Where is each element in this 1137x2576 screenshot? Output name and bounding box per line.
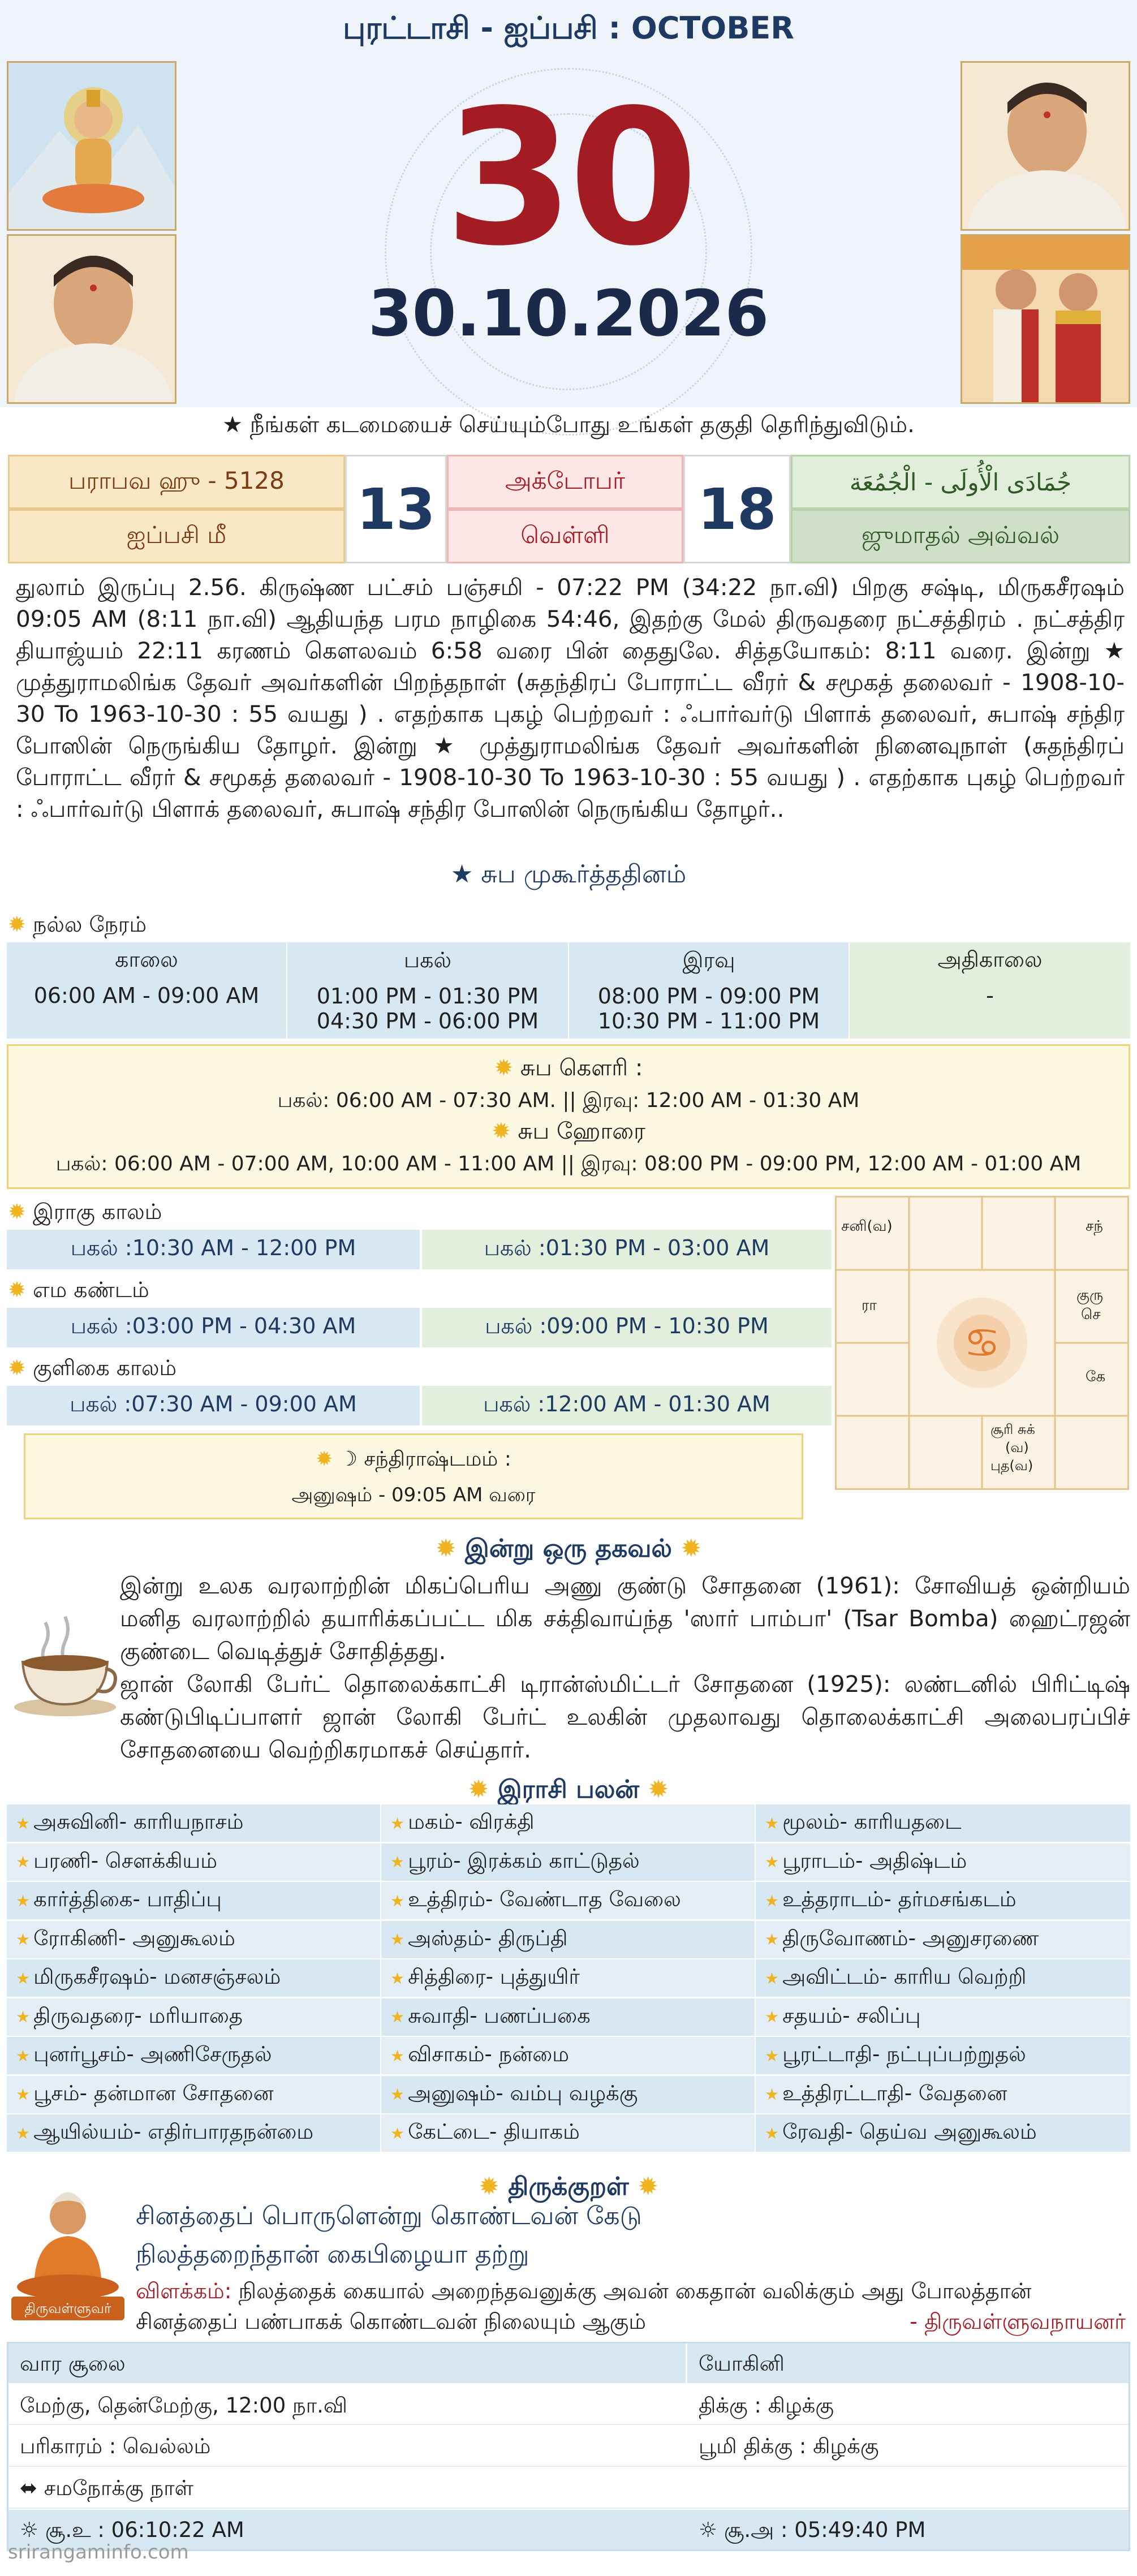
direction-text: மேற்கு, தென்மேற்கு, 12:00 நா.வி	[8, 2385, 687, 2425]
star-icon: ✹	[8, 1277, 26, 1302]
star-icon: ✹	[681, 1534, 702, 1563]
rasi-item	[7, 1921, 380, 1959]
rasi-item	[756, 2114, 1130, 2153]
kural-explanation	[136, 2278, 1031, 2307]
kural-title: திருக்குறள்	[508, 2172, 629, 2201]
subha-muhurtham-heading: ★ சுப முகூர்த்ததினம்	[450, 860, 687, 889]
star-icon: ✹	[8, 1355, 26, 1380]
time-range: 04:30 PM - 06:00 PM	[316, 1009, 539, 1033]
kuligai-time-a: பகல் :07:30 AM - 09:00 AM	[7, 1386, 420, 1425]
kuligai-time-b: பகல் :12:00 AM - 01:30 AM	[422, 1386, 832, 1425]
rasi-item	[756, 2037, 1130, 2075]
parigaram-text: பரிகாரம் : வெல்லம்	[8, 2426, 687, 2467]
rahu-time-a: பகல் :10:30 AM - 12:00 PM	[7, 1230, 420, 1269]
hora-title	[8, 1118, 1129, 1147]
rasi-item	[381, 1959, 755, 1998]
kural-line-1: சினத்தைப் பொருளென்று கொண்டவன் கேடு	[136, 2202, 642, 2230]
thiruvalluvar-image	[11, 2182, 124, 2312]
samanokku-row	[8, 2468, 1129, 2509]
chandrashtamam-box	[24, 1433, 803, 1519]
gowri-box	[7, 1044, 1130, 1189]
rasi-item-text: பூரட்டாதி- நட்புப்பற்றுதல்	[782, 2042, 1026, 2066]
rasi-item	[756, 1843, 1130, 1882]
time-range: 01:00 PM - 01:30 PM	[316, 984, 539, 1009]
star-icon: ★	[390, 2046, 405, 2065]
star-icon: ★	[16, 2046, 31, 2065]
rasi-item-text: அஸ்தம்- திருப்தி	[408, 1925, 568, 1950]
yama-label	[8, 1277, 149, 1306]
day-number: 30	[444, 70, 693, 287]
morning-cell	[7, 942, 286, 1039]
col-head: இரவு	[682, 947, 735, 972]
chart-ke: கே	[1086, 1368, 1106, 1385]
gowri-text: பகல்: 06:00 AM - 07:30 AM. || இரவு: 12:00 AM - 01:30 AM	[277, 1089, 860, 1112]
rahu-label	[8, 1199, 162, 1227]
daily-quote: ★ நீங்கள் கடமையைச் செய்யும்போது உங்கள் தகுதி தெரிந்துவிடும்.	[222, 412, 915, 438]
chart-san: சந்	[1086, 1218, 1104, 1235]
rasi-item	[7, 1804, 380, 1843]
star-icon: ★	[390, 1853, 405, 1871]
rasi-item-text: மிருகசீரஷம்- மனசஞ்சலம்	[33, 1965, 281, 1989]
rasi-item-text: ரோகிணி- அனுகூலம்	[33, 1925, 235, 1950]
islamic-month-arabic: جُمَادَى الْأُولَى - الْجُمُعَة	[791, 455, 1130, 509]
star-icon: ✹	[435, 1534, 456, 1563]
gowri-title	[8, 1055, 1129, 1084]
nalla-neram-text: நல்ல நேரம்	[32, 912, 147, 937]
islamic-day: 18	[683, 455, 791, 563]
star-icon: ✹	[648, 1775, 669, 1804]
rasi-item-text: சதயம்- சலிப்பு	[782, 2003, 921, 2028]
star-icon: ✹	[8, 1199, 26, 1224]
kural-line-2: நிலத்தறைந்தான் கைபிழையா தற்று	[136, 2240, 529, 2269]
kuligai-label	[8, 1355, 176, 1384]
rasi-item	[381, 2037, 755, 2075]
rasi-item	[381, 1921, 755, 1959]
rasi-item-text: திருவதரை- மரியாதை	[33, 2003, 243, 2028]
rasi-item-text: உத்திரம்- வேண்டாத வேலை	[408, 1887, 681, 1911]
star-icon: ★	[390, 2008, 405, 2026]
tamil-month: ஐப்பசி மீ	[8, 509, 345, 563]
rasi-item-text: சித்திரை- புத்துயிர்	[408, 1965, 580, 1989]
hora-title-text: சுப ஹோரை	[518, 1118, 645, 1144]
rasi-item-text: கேட்டை- தியாகம்	[408, 2120, 580, 2144]
panchang-text: துலாம் இருப்பு 2.56. கிருஷ்ண பட்சம் பஞ்சமி - 07:22 PM (34:22 நா.வி) பிறகு சஷ்டி, மிருகசீரஷம் 09:05 AM (8:11 நா.வி) ஆதியந்த பரம நாழிகை 54:46, இதற்கு மேல் திருவதரை நட்சத்திரம் . நட்சத்திர தியாஜ்யம் 22:11 கரணம் கௌலவம் 6:58 வரை பின் தைதுலே. சித்தயோகம்: 8:11 வரை. இன்று ★ முத்துராமலிங்க தேவர் அவர்களின் பிறந்தநாள் (சுதந்திரப் போராட்ட வீரர் & சமூகத் தலைவர் - 1908-10-30 To 1963-10-30 : 55 வயது ) . எதற்காக புகழ் பெற்றவர் : ஃபார்வர்டு பிளாக் தலைவர், சுபாஷ் சந்திர போஸின் நெருங்கிய தோழர். இன்று ★ முத்துராமலிங்க தேவர் அவர்களின் நினைவுநாள் (சுதந்திரப் போராட்ட வீரர் & சமூகத் தலைவர் - 1908-10-30 To 1963-10-30 : 55 வயது ) . எதற்காக புகழ் பெற்றவர் : ஃபார்வர்டு பிளாக் தலைவர், சுபாஷ் சந்திர போஸின் நெருங்கிய தோழர்..	[16, 574, 1125, 822]
today-info-title: இன்று ஒரு தகவல்	[465, 1534, 672, 1563]
full-date: 30.10.2026	[368, 277, 769, 351]
kural-heading	[0, 2172, 1137, 2204]
today-info-text: இன்று உலக வரலாற்றின் மிகப்பெரிய அணு குண்டு சோதனை (1961): சோவியத் ஒன்றியம் மனித வரலாற்றில் தயாரிக்கப்பட்ட மிக சக்திவாய்ந்த 'ஸார் பாம்பா' (Tsar Bomba) ஹைட்ரஜன் குண்டை வெடித்துச் சோதித்தது.	[120, 1572, 1130, 1665]
rasi-item-text: பூராடம்- அதிஷ்டம்	[782, 1848, 967, 1873]
star-icon: ★	[390, 2123, 405, 2143]
chandrashtamam-title-text: ☽ சந்திராஷ்டமம் :	[339, 1448, 511, 1471]
rasi-item	[381, 1843, 755, 1882]
rasi-item	[756, 1804, 1130, 1843]
chandrashtamam-text: அனுஷம் - 09:05 AM வரை	[291, 1484, 536, 1506]
rasi-item-text: மகம்- விரக்தி	[408, 1810, 535, 1834]
yama-time-b: பகல் :09:00 PM - 10:30 PM	[422, 1308, 832, 1347]
kural-expl-1: நிலத்தைக் கையால் அறைந்தவனுக்கு அவன் கைதான் வலிக்கும் அது போலத்தான்	[238, 2278, 1032, 2303]
star-icon: ★	[16, 2085, 31, 2104]
star-icon: ★	[390, 1968, 405, 1988]
star-icon: ★	[16, 2123, 31, 2143]
rasi-item-text: பூசம்- தன்மான சோதனை	[33, 2080, 274, 2105]
rasi-item	[7, 2114, 380, 2153]
yogini-label: யோகினி	[687, 2344, 1129, 2383]
rasi-item	[7, 1843, 380, 1882]
rasi-item-text: மூலம்- காரியதடை	[782, 1810, 962, 1834]
chart-va: (வ)	[1005, 1440, 1029, 1455]
english-month: அக்டோபர்	[447, 455, 683, 509]
rahu-label-text: இராகு காலம்	[32, 1199, 162, 1224]
star-icon: ✹	[468, 1775, 489, 1804]
rasi-item	[381, 1998, 755, 2037]
rasi-item-text: சுவாதி- பணப்பகை	[408, 2003, 591, 2028]
double-arrow-icon: ⬌	[20, 2476, 38, 2500]
kural-label: விளக்கம்:	[136, 2278, 232, 2303]
star-icon: ★	[765, 2008, 779, 2026]
rasi-item-text: விசாகம்- நன்மை	[408, 2042, 569, 2066]
rasi-item-text: புனர்பூசம்- அணிசேருதல்	[33, 2042, 272, 2066]
thiruvalluvar-badge: திருவள்ளுவர்	[11, 2297, 124, 2320]
star-icon: ✹	[492, 1118, 511, 1144]
star-icon: ★	[390, 1930, 405, 1949]
time-range: 10:30 PM - 11:00 PM	[597, 1009, 820, 1033]
rasi-item	[381, 2114, 755, 2153]
night-cell	[569, 942, 849, 1039]
early-morning-cell	[850, 942, 1130, 1039]
rasi-heading	[0, 1775, 1137, 1807]
star-icon: ★	[390, 2085, 405, 2104]
chart-guru: குரு	[1076, 1287, 1104, 1304]
rasi-item	[756, 1998, 1130, 2037]
chart-suri: சூரி சுக்	[990, 1421, 1035, 1437]
footer-site: srirangaminfo.com	[8, 2541, 189, 2564]
rasi-item-text: ரேவதி- தெய்வ அனுகூலம்	[782, 2120, 1037, 2144]
vara-soolai-label: வார சூலை	[8, 2344, 687, 2383]
kural-author: - திருவள்ளுவநாயனர்	[910, 2309, 1126, 2334]
rasi-item	[381, 2076, 755, 2114]
rahu-time-b: பகல் :01:30 PM - 03:00 AM	[422, 1230, 832, 1269]
chart-sani: சனி(வ)	[841, 1218, 893, 1235]
weekday: வெள்ளி	[447, 509, 683, 563]
yama-label-text: எம கண்டம்	[32, 1277, 149, 1302]
tamil-year: பராபவ ஹு - 5128	[8, 455, 345, 509]
kuligai-label-text: குளிகை காலம்	[32, 1355, 177, 1380]
rasi-item	[756, 2076, 1130, 2114]
star-icon: ★	[16, 1968, 31, 1988]
star-icon: ✹	[479, 2172, 499, 2201]
svg-text:♋: ♋	[963, 1319, 1001, 1367]
rasi-item-text: அவிட்டம்- காரிய வெற்றி	[782, 1965, 1027, 1989]
star-icon: ★	[765, 2085, 779, 2104]
rasi-item	[7, 2037, 380, 2075]
sunrise-text: ☼ சூ.உ : 06:10:22 AM	[8, 2510, 687, 2549]
islamic-month-tamil: ஜுமாதல் அவ்வல்	[791, 509, 1130, 563]
chandrashtamam-title	[25, 1448, 802, 1474]
rasi-item-text: கார்த்திகை- பாதிப்பு	[33, 1887, 222, 1911]
star-icon: ★	[16, 1813, 31, 1833]
col-head: அதிகாலை	[937, 947, 1043, 972]
rasi-chart	[835, 1196, 1129, 1490]
hora-text: பகல்: 06:00 AM - 07:00 AM, 10:00 AM - 11:00 AM || இரவு: 08:00 PM - 09:00 PM, 12:00 AM - 01:00 AM	[55, 1152, 1082, 1175]
rasi-item	[756, 1959, 1130, 1998]
time-range: -	[986, 983, 994, 1008]
sunset-text: ☼ சூ.அ : 05:49:40 PM	[687, 2510, 1129, 2549]
today-info-text-2: ஜான் லோகி பேர்ட் தொலைக்காட்சி டிரான்ஸ்மிட்டர் சோதனை (1925): லண்டனில் பிரிட்டிஷ் கண்டுபிடிப்பாளர் ஜான் லோகி பேர்ட் உலகின் முதலாவது தொலைக்காட்சி அலைபரப்பிச் சோதனையை வெற்றிகரமாகச் செய்தார்.	[120, 1670, 1130, 1763]
star-icon: ★	[765, 1968, 779, 1988]
star-icon: ★	[765, 1853, 779, 1871]
rasi-item-text: பரணி- சௌக்கியம்	[33, 1848, 218, 1873]
star-icon: ★	[765, 2046, 779, 2065]
star-icon: ✹	[316, 1448, 333, 1471]
chart-budha: புத(வ)	[990, 1458, 1033, 1474]
rasi-item	[7, 2076, 380, 2114]
rasi-item-text: உத்தராடம்- தர்மசங்கடம்	[782, 1887, 1017, 1911]
today-info-heading	[0, 1534, 1137, 1566]
star-icon: ★	[16, 1891, 31, 1910]
gowri-title-text: சுப கௌரி :	[520, 1055, 643, 1081]
rasi-item	[7, 1959, 380, 1998]
rasi-item	[756, 1882, 1130, 1920]
col-head: பகல்	[403, 947, 452, 972]
chart-ra: ரா	[862, 1297, 877, 1314]
star-icon: ★	[765, 1930, 779, 1949]
chart-se: செ	[1081, 1306, 1101, 1323]
star-icon: ★	[16, 1930, 31, 1949]
page-title: புரட்டாசி - ஐப்பசி : OCTOBER	[343, 10, 794, 46]
tamil-day: 13	[345, 455, 447, 563]
rasi-item	[381, 1882, 755, 1920]
star-icon: ★	[765, 2123, 779, 2143]
col-head: காலை	[115, 947, 178, 972]
rasi-item-text: திருவோணம்- அனுசரணை	[782, 1925, 1039, 1950]
rasi-item-text: ஆயில்யம்- எதிர்பாரதநன்மை	[33, 2120, 314, 2144]
star-icon: ✹	[8, 912, 26, 937]
star-icon: ★	[390, 1813, 405, 1833]
rasi-item-text: அசுவினி- காரியநாசம்	[33, 1810, 244, 1834]
bhoomi-thikku-text: பூமி திக்கு : கிழக்கு	[687, 2426, 1129, 2467]
star-icon: ★	[16, 1853, 31, 1871]
afternoon-cell	[287, 942, 568, 1039]
kural-explanation-2: சினத்தைப் பண்பாகக் கொண்டவன் நிலையும் ஆகும்	[136, 2309, 646, 2334]
yama-time-a: பகல் :03:00 PM - 04:30 AM	[7, 1308, 420, 1347]
star-icon: ✹	[494, 1055, 514, 1081]
rasi-item	[756, 1921, 1130, 1959]
rasi-item-text: உத்திரட்டாதி- வேதனை	[782, 2080, 1007, 2105]
time-range: 06:00 AM - 09:00 AM	[33, 983, 260, 1008]
star-icon: ✹	[638, 2172, 658, 2201]
nalla-neram-label	[8, 912, 147, 940]
rasi-item	[7, 1998, 380, 2037]
star-icon: ★	[765, 1891, 779, 1910]
bottom-info-table	[7, 2342, 1130, 2551]
rasi-title: இராசி பலன்	[497, 1775, 640, 1804]
tea-cup-icon	[11, 1611, 119, 1718]
samanokku-text: சமநோக்கு நாள்	[44, 2476, 193, 2500]
rasi-item-text: பூரம்- இரக்கம் காட்டுதல்	[408, 1848, 640, 1873]
time-range: 08:00 PM - 09:00 PM	[597, 984, 820, 1009]
star-icon: ★	[390, 1891, 405, 1910]
thikku-text: திக்கு : கிழக்கு	[687, 2385, 1129, 2425]
star-icon: ★	[16, 2008, 31, 2026]
rasi-item-text: அனுஷம்- வம்பு வழக்கு	[408, 2080, 638, 2105]
rasi-item	[381, 1804, 755, 1843]
rasi-item	[7, 1882, 380, 1920]
star-icon: ★	[765, 1813, 779, 1833]
